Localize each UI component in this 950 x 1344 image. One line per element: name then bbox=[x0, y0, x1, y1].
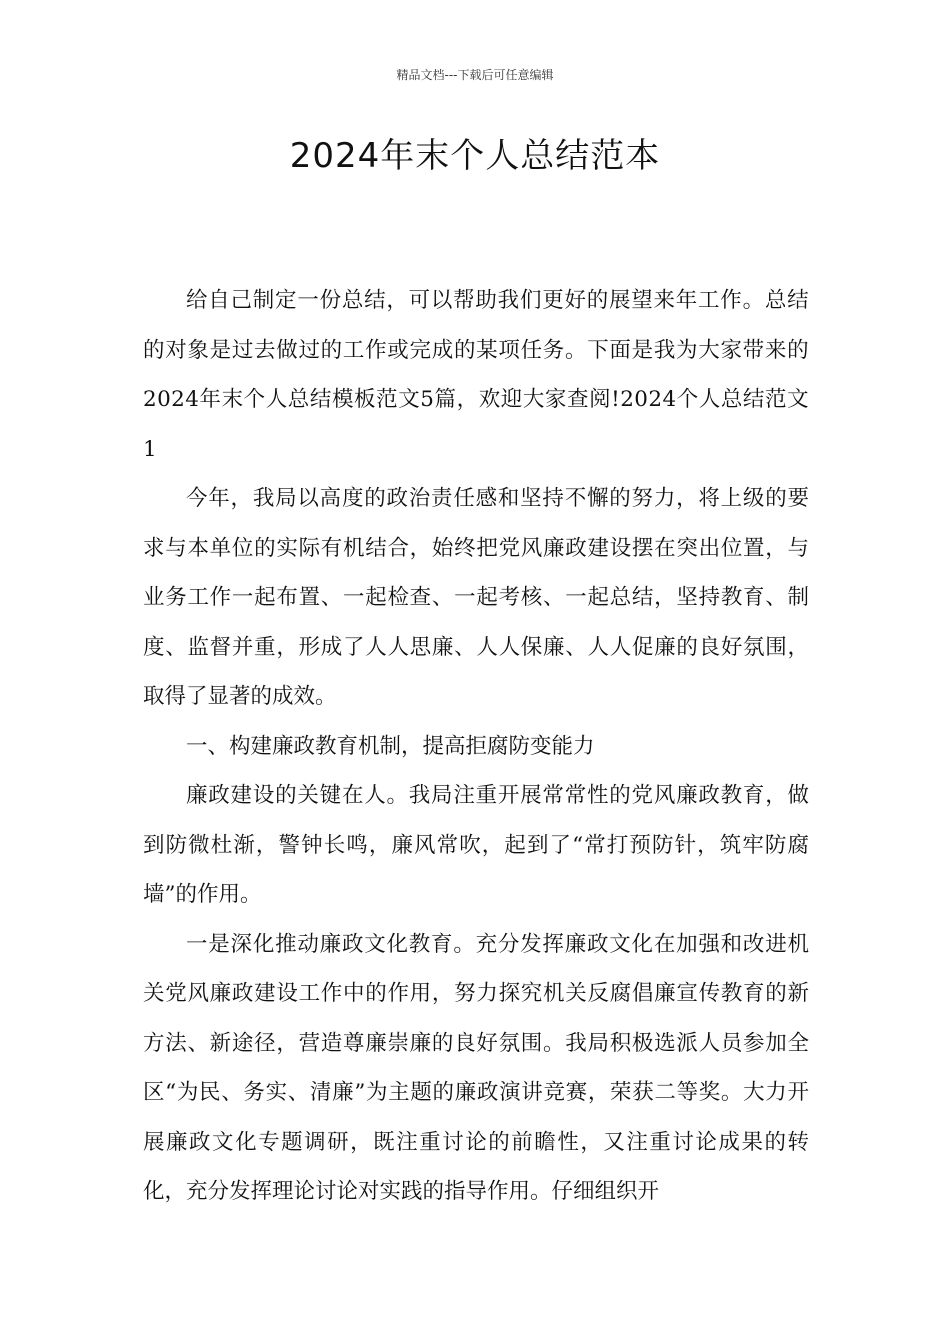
section-heading-1: 一、构建廉政教育机制，提高拒腐防变能力 bbox=[186, 733, 595, 759]
paragraph-overview: 今年，我局以高度的政治责任感和坚持不懈的努力，将上级的要求与本单位的实际有机结合，始终把党风廉政建设摆在突出位置，与业务工作一起布置、一起检查、一起考核、一起总结，坚持教育、制度、监督并重，形成了人人思廉、人人保廉、人人促廉的良好氛围，取得了显著的成效。 bbox=[143, 486, 809, 709]
document-body bbox=[143, 276, 809, 1217]
paragraph-point-1: 一是深化推动廉政文化教育。充分发挥廉政文化在加强和改进机关党风廉政建设工作中的作用，努力探究机关反腐倡廉宣传教育的新方法、新途径，营造尊廉崇廉的良好氛围。我局积极选派人员参加全区“为民、务实、清廉”为主题的廉政演讲竞赛，荣获二等奖。大力开展廉政文化专题调研，既注重讨论的前瞻性，又注重讨论成果的转化，充分发挥理论讨论对实践的指导作用。仔细组织开 bbox=[143, 931, 809, 1204]
paragraph-section-1: 廉政建设的关键在人。我局注重开展常常性的党风廉政教育，做到防微杜渐，警钟长鸣，廉风常吹，起到了“常打预防针，筑牢防腐墙”的作用。 bbox=[143, 783, 809, 907]
document-title: 2024年末个人总结范本 bbox=[289, 136, 661, 176]
header-note: 精品文档---下载后可任意编辑 bbox=[396, 68, 554, 82]
paragraph-intro: 给自己制定一份总结，可以帮助我们更好的展望来年工作。总结的对象是过去做过的工作或完成的某项任务。下面是我为大家带来的2024年末个人总结模板范文5篇，欢迎大家查阅!2024个人总结范文1 bbox=[143, 288, 809, 462]
